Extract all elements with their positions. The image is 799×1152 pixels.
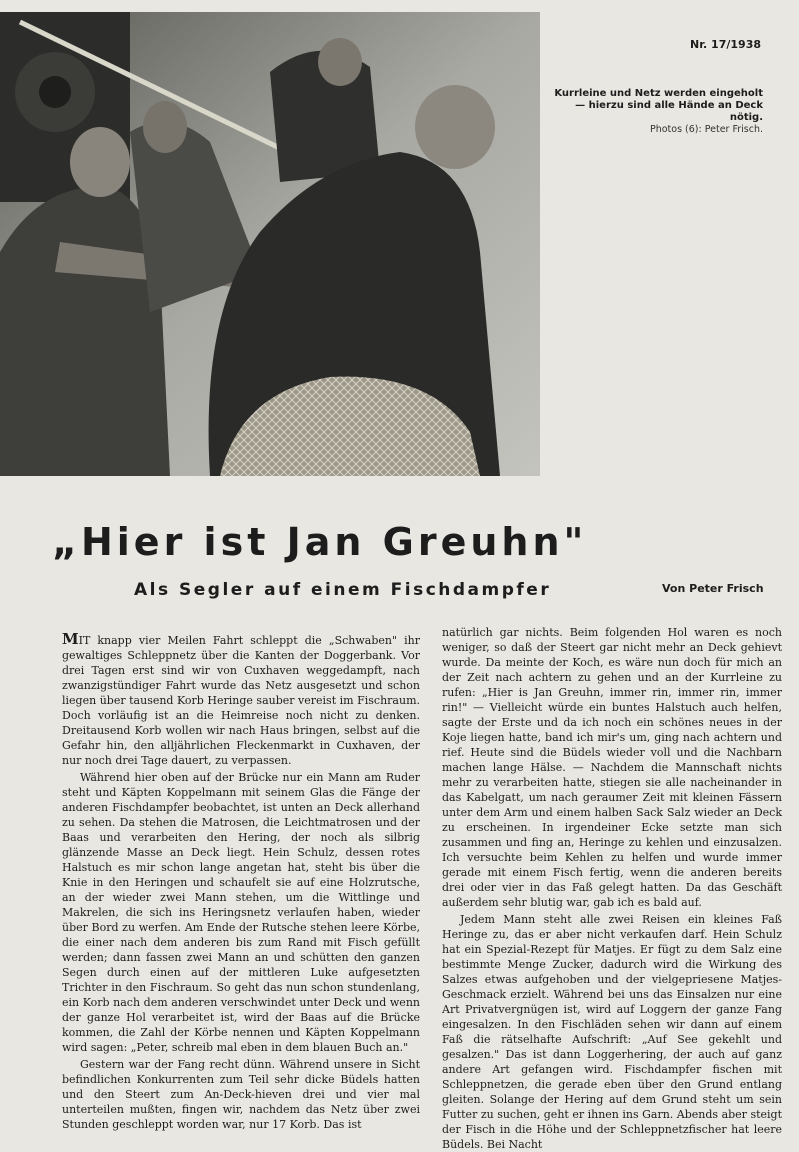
photo-credit: Photos (6): Peter Frisch. xyxy=(649,124,763,135)
paragraph: natürlich gar nichts. Beim folgenden Hol waren es noch weniger, so daß der Steert gar nicht mehr an Deck gehievt wurde. Da meinte der Koch, es wäre nun doch für mich an der Zeit nach achtern zu gehen und an der Kurrleine zu rufen: „Hier is Jan Greuhn, immer rin, immer rin, immer rin!" — Vielleicht würde ein buntes Halstuch auch helfen, sagte der Erste und da ich noch ein schönes neues in der Koje liegen hatte, band ich mir's um, ging nach achtern und rief. Heute sind die Büdels wieder voll und die Nachbarn machen lange Hälse. — Nachdem die Mannschaft nichts mehr zu verarbeiten hatte, stiegen sie alle nacheinander in das Kabelgatt, um nach geraumer Zeit mit kleinen Fässern unter dem Arm und einem halben Sack Salz wieder an Deck zu erscheinen. In irgendeiner Ecke setzte man sich zusammen und fing an, Heringe zu kehlen und einzusalzen. Ich versuchte beim Kehlen zu helfen und wurde immer gerade mit einem Fisch fertig, wenn die anderen bereits drei oder vier in das Faß gelegt hatten. Da das Geschäft außerdem sehr blutig war, gab ich es bald auf. xyxy=(442,626,782,909)
article-title: „Hier ist Jan Greuhn" xyxy=(52,520,588,564)
paragraph: Während hier oben auf der Brücke nur ein Mann am Ruder steht und Käpten Koppelmann mit seinem Glas die Fänge der anderen Fischdampfer beobachtet, ist unten an Deck allerhand zu sehen. Da stehen die Matrosen, die Leichtmatrosen und der Baas und verarbeiten den Hering, der noch als silbrig glänzende Masse an Deck liegt. Hein Schulz, dessen rotes Halstuch es mir schon lange angetan hat, steht bis über die Knie in den Heringen und schaufelt sie auf eine Holzrutsche, an der wieder zwei Mann stehen, um die Wittlinge und Makrelen, die sich ins Heringsnetz verlaufen haben, wieder über Bord zu werfen. Am Ende der Rutsche stehen leere Körbe, die einer nach dem anderen bis zum Rand mit Fisch gefüllt werden; dann fassen zwei Mann an und schütten den ganzen Segen durch einen auf der mittleren Luke aufgesetzten Trichter in den Fischraum. So geht das nun schon stundenlang, ein Korb nach dem anderen verschwindet unter Deck und wenn der ganze Hol verarbeitet ist, wird der Baas auf die Brücke kommen, die Zahl der Körbe nennen und Käpten Koppelmann wird sagen: „Peter, schreib mal eben in dem blauen Buch an." xyxy=(62,771,420,1054)
paragraph-text: IT knapp vier Meilen Fahrt schleppt die „Schwaben" ihr gewaltiges Schleppnetz über die Kanten der Doggerbank. Vor drei Tagen erst sind wir von Cuxhaven weggedampft, nach zwanzigstündiger Fahrt wurde das Netz ausgesetzt und schon liegen über tausend Korb Heringe sauber vereist im Fischraum. Doch vorläufig ist an die Heimreise noch nicht zu denken. Dreitausend Korb wollen wir nach Haus bringen, selbst auf die Gefahr hin, den alljährlichen Fleckenmarkt in Cuxhaven, der nur noch drei Tage dauert, zu verpassen. xyxy=(62,634,420,767)
caption-line-1: Kurrleine und Netz werden eingeholt xyxy=(554,88,763,99)
drop-cap: M xyxy=(62,630,79,648)
photo-caption xyxy=(548,88,763,136)
article-subtitle: Als Segler auf einem Fischdampfer xyxy=(134,580,552,600)
paragraph: Gestern war der Fang recht dünn. Während unsere in Sicht befindlichen Konkurrenten zum Teil sehr dicke Büdels hatten und den Steert zum An-Deck-hieven drei und vier mal unterteilen mußten, fingen wir, nachdem das Netz über zwei Stunden geschleppt worden war, nur 17 Korb. Das ist xyxy=(62,1058,420,1131)
article-column-right xyxy=(442,625,782,1152)
paragraph xyxy=(62,632,420,768)
fishermen-hauling-net-photo xyxy=(0,12,540,476)
issue-number: Nr. 17/1938 xyxy=(689,38,761,51)
article-author: Von Peter Frisch xyxy=(662,582,764,595)
photo-illustration xyxy=(0,12,540,476)
article-column-left xyxy=(62,632,420,1132)
paragraph: Jedem Mann steht alle zwei Reisen ein kleines Faß Heringe zu, das er aber nicht verkaufen darf. Hein Schulz hat ein Spezial-Rezept für Matjes. Er fügt zu dem Salz eine bestimmte Menge Zucker, dadurch wird die Wirkung des Salzes etwas aufgehoben und der vielgepriesene Matjes-Geschmack erzielt. Während bei uns das Einsalzen nur eine Art Privatvergnügen ist, wird auf Loggern der ganze Fang eingesalzen. In den Fischläden sehen wir dann auf einem Faß die rätselhafte Aufschrift: „Auf See gekehlt und gesalzen." Das ist dann Loggerhering, der auch auf ganz andere Art gefangen wird. Fischdampfer fischen mit Schleppnetzen, die gerade eben über den Grund entlang gleiten. Solange der Hering auf dem Grund steht um sein Futter zu suchen, geht er ihnen ins Garn. Abends aber steigt der Fisch in die Höhe und der Schleppnetzfischer hat leere Büdels. Bei Nacht xyxy=(442,913,782,1151)
caption-line-2: — hierzu sind alle Hände an Deck nötig. xyxy=(575,100,763,123)
